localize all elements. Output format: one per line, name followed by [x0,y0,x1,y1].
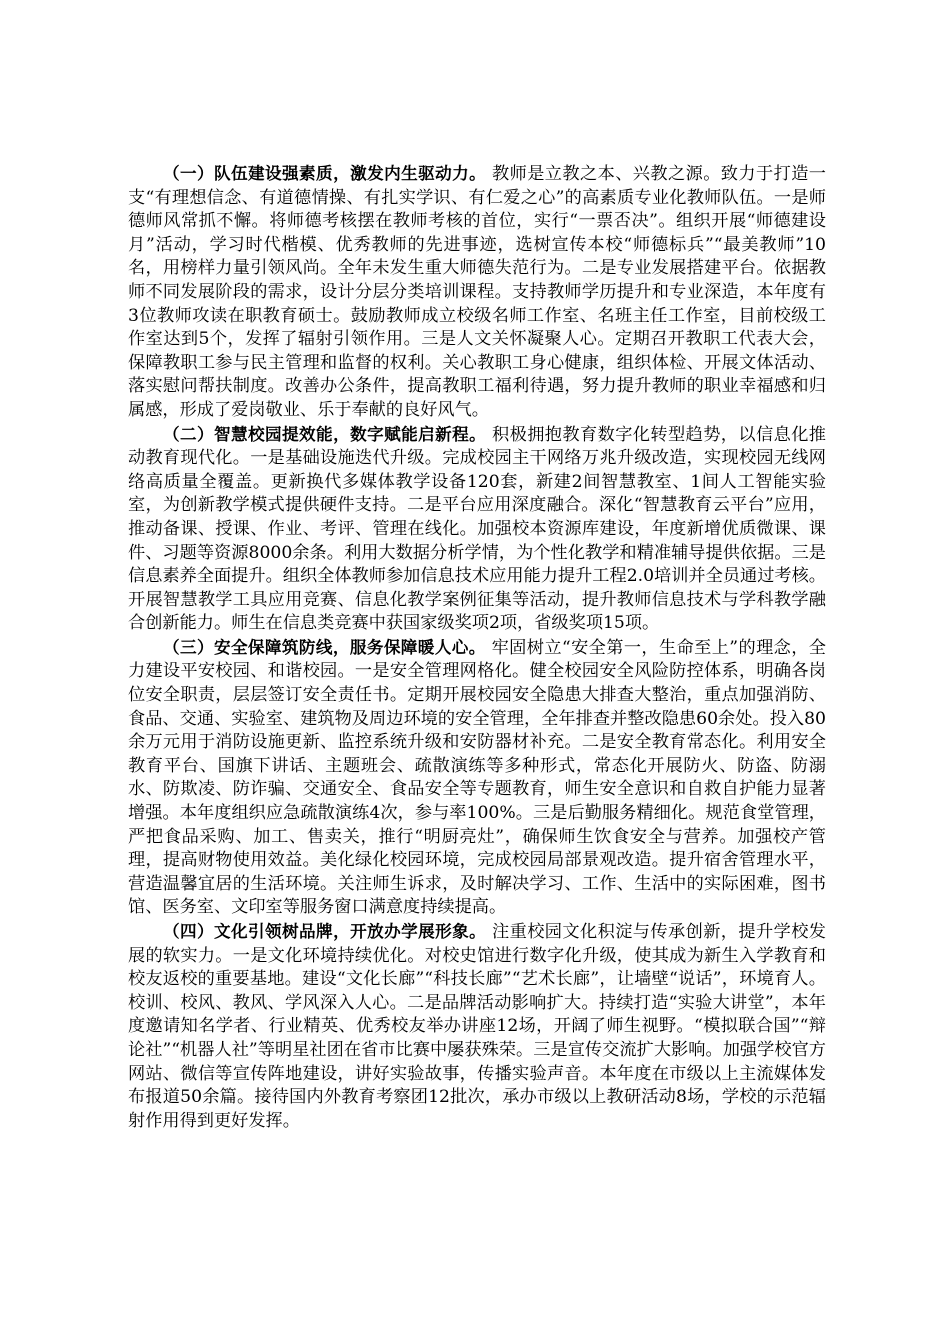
section-3-heading: （三）安全保障筑防线，服务保障暖人心。 [163,637,486,657]
section-1-heading: （一）队伍建设强素质，激发内生驱动力。 [163,164,487,183]
section-3-text: 牢固树立“安全第一，生命至上”的理念，全力建设平安校园、和谐校园。一是安全管理网格化。健全校园安全风险防控体系，明确各岗位安全职责，层层签订安全责任书。定期开展校园安全隐患大排查大整治，重点加强消防、食品、交通、实验室、建筑物及周边环境的安全管理，全年排查并整改隐患60余处。投入80余万元用于消防设施更新、监控系统升级和安防器材补充。二是安全教育常态化。利用安全教育平台、国旗下讲话、主题班会、疏散演练等多种形式，常态化开展防火、防盗、防溺水、防欺凌、防诈骗、交通安全、食品安全等专题教育，师生安全意识和自救自护能力显著增强。本年度组织应急疏散演练4次，参与率100%。三是后勤服务精细化。规范食堂管理，严把食品采购、加工、售卖关，推行“明厨亮灶”，确保师生饮食安全与营养。加强校产管理，提高财物使用效益。美化绿化校园环境，完成校园局部景观改造。提升宿舍管理水平，营造温馨宜居的生活环境。关注师生诉求，及时解决学习、工作、生活中的实际困难，图书馆、医务室、文印室等服务窗口满意度持续提高。 [128,637,826,918]
section-2-heading: （二）智慧校园提效能，数字赋能启新程。 [163,424,487,444]
section-2-text: 积极拥抱教育数字化转型趋势，以信息化推动教育现代化。一是基础设施迭代升级。完成校园主干网络万兆升级改造，实现校园无线网络高质量全覆盖。更新换代多媒体教学设备120套，新建2间智慧教室、1间人工智能实验室，为创新教学模式提供硬件支持。二是平台应用深度融合。深化“智慧教育云平台”应用，推动备课、授课、作业、考评、管理在线化。加强校本资源库建设，年度新增优质微课、课件、习题等资源8000余条。利用大数据分析学情，为个性化教学和精准辅导提供依据。三是信息素养全面提升。组织全体教师参加信息技术应用能力提升工程2.0培训并全员通过考核。开展智慧教学工具应用竞赛、信息化教学案例征集等活动，提升教师信息技术与学科教学融合创新能力。师生在信息类竞赛中获国家级奖项2项，省级奖项15项。 [128,424,826,634]
section-1-text: 教师是立教之本、兴教之源。致力于打造一支“有理想信念、有道德情操、有扎实学识、有仁爱之心”的高素质专业化教师队伍。一是师德师风常抓不懈。将师德考核摆在教师考核的首位，实行“一票否决”。组织开展“师德建设月”活动，学习时代楷模、优秀教师的先进事迹，选树宣传本校“师德标兵”“最美教师”10名，用榜样力量引领风尚。全年未发生重大师德失范行为。二是专业发展搭建平台。依据教师不同发展阶段的需求，设计分层分类培训课程。支持教师学历提升和专业深造，本年度有3位教师攻读在职教育硕士。鼓励教师成立校级名师工作室、名班主任工作室，目前校级工作室达到5个，发挥了辐射引领作用。三是人文关怀凝聚人心。定期召开教职工代表大会，保障教职工参与民主管理和监督的权利。关心教职工身心健康，组织体检、开展文体活动、落实慰问帮扶制度。改善办公条件，提高教职工福利待遇，努力提升教师的职业幸福感和归属感，形成了爱岗敬业、乐于奉献的良好风气。 [128,164,826,420]
section-3-paragraph [128,636,826,920]
section-1-paragraph [128,162,826,423]
section-2-paragraph [128,423,826,636]
section-4-text: 注重校园文化积淀与传承创新，提升学校发展的软实力。一是文化环境持续优化。对校史馆进行数字化升级，使其成为新生入学教育和校友返校的重要基地。建设“文化长廊”“科技长廊”“艺术长廊”，让墙壁“说话”，环境育人。校训、校风、教风、学风深入人心。二是品牌活动影响扩大。持续打造“实验大讲堂”，本年度邀请知名学者、行业精英、优秀校友举办讲座12场，开阔了师生视野。“模拟联合国”“辩论社”“机器人社”等明星社团在省市比赛中屡获殊荣。三是宣传交流扩大影响。加强学校官方网站、微信等宣传阵地建设，讲好实验故事，传播实验声音。本年度在市级以上主流媒体发布报道50余篇。接待国内外教育考察团12批次，承办市级以上教研活动8场，学校的示范辐射作用得到更好发挥。 [128,922,826,1131]
document-body [128,162,826,1133]
section-4-paragraph [128,920,826,1133]
section-4-heading: （四）文化引领树品牌，开放办学展形象。 [163,922,487,941]
